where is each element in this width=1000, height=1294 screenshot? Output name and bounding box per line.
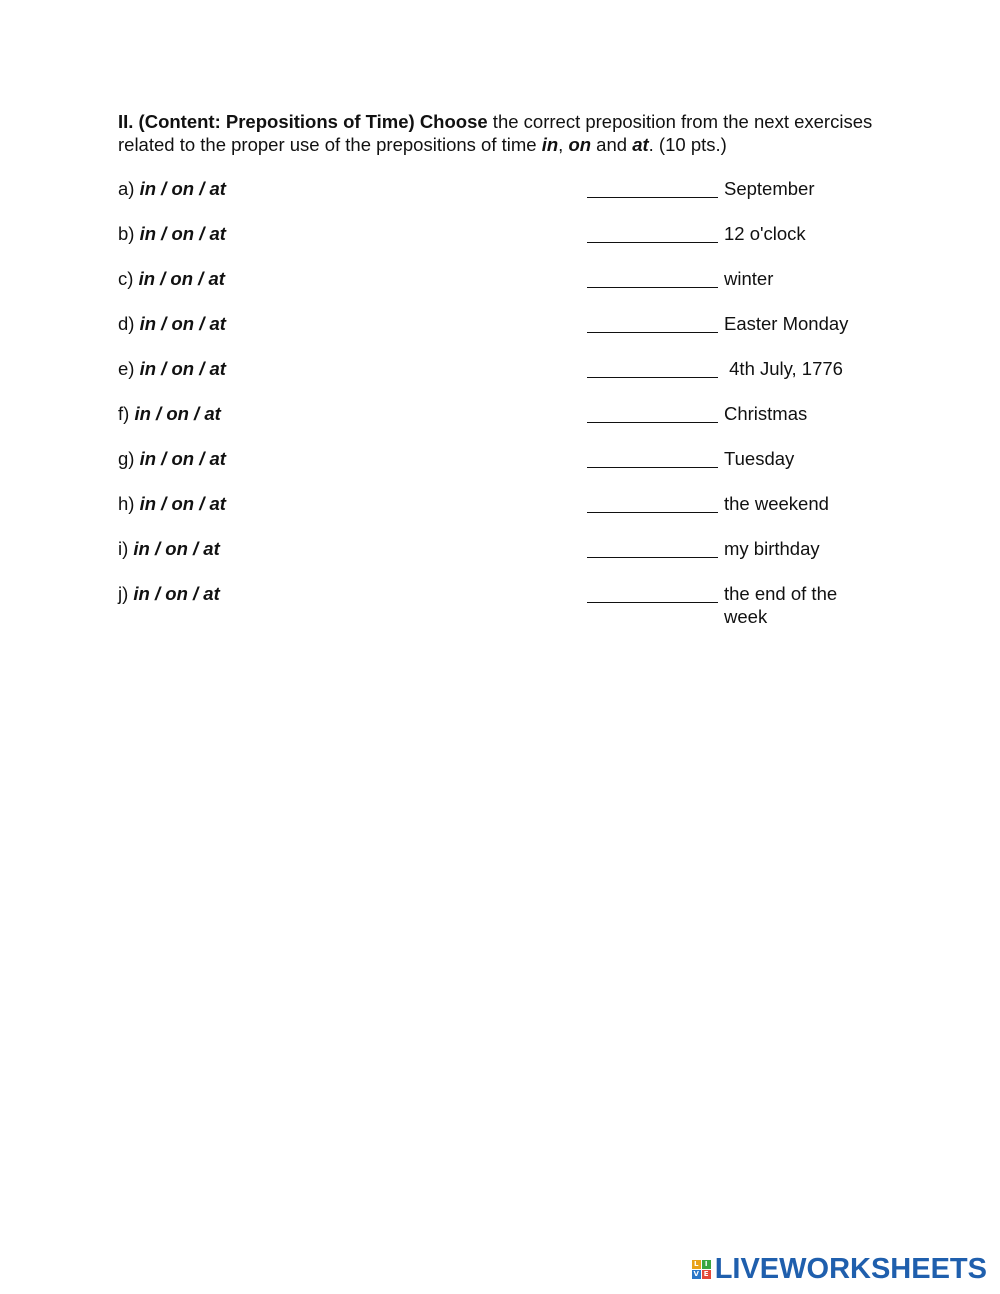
answer-blank[interactable] bbox=[587, 583, 718, 603]
item-options: in / on / at bbox=[139, 493, 226, 514]
answer-blank[interactable] bbox=[587, 403, 718, 423]
item-options: in / on / at bbox=[139, 448, 226, 469]
logo-mark-cell: I bbox=[702, 1260, 711, 1269]
item-answer bbox=[587, 493, 864, 516]
answer-input[interactable] bbox=[587, 542, 718, 560]
exercise-item-a bbox=[118, 178, 878, 223]
answer-input[interactable] bbox=[587, 407, 718, 425]
item-label bbox=[118, 583, 220, 606]
instructions bbox=[118, 111, 898, 156]
instructions-title: II. (Content: Prepositions of Time) Choose bbox=[118, 111, 488, 132]
answer-input[interactable] bbox=[587, 587, 718, 605]
item-label bbox=[118, 538, 220, 561]
item-label bbox=[118, 223, 226, 246]
item-text: my birthday bbox=[724, 538, 820, 559]
item-label bbox=[118, 268, 225, 291]
answer-blank[interactable] bbox=[587, 493, 718, 513]
answer-blank[interactable] bbox=[587, 448, 718, 468]
item-answer bbox=[587, 178, 864, 201]
exercise-item-i bbox=[118, 538, 878, 583]
item-text: winter bbox=[724, 268, 774, 289]
item-answer bbox=[587, 583, 849, 628]
item-letter: h) bbox=[118, 493, 135, 514]
logo-mark-cell: V bbox=[693, 1269, 699, 1278]
item-answer bbox=[587, 268, 864, 291]
instructions-body: the correct preposition from the next exercises related to the proper use of the prepositions of time bbox=[118, 111, 873, 155]
exercise-item-e bbox=[118, 358, 878, 403]
item-letter: j) bbox=[118, 583, 129, 604]
logo-mark-cell: E bbox=[702, 1270, 711, 1279]
item-answer bbox=[587, 358, 864, 381]
exercise-item-d bbox=[118, 313, 878, 358]
and-word: and bbox=[591, 133, 633, 155]
answer-input[interactable] bbox=[587, 452, 718, 470]
item-options: in / on / at bbox=[139, 313, 226, 334]
logo-mark-icon bbox=[692, 1260, 711, 1279]
exercise-item-f bbox=[118, 403, 878, 448]
exercise-item-h bbox=[118, 493, 878, 538]
item-options: in / on / at bbox=[134, 403, 221, 424]
item-answer bbox=[587, 403, 864, 426]
item-options: in / on / at bbox=[139, 358, 226, 379]
liveworksheets-logo bbox=[692, 1252, 987, 1285]
item-letter: c) bbox=[118, 268, 134, 289]
answer-input[interactable] bbox=[587, 362, 718, 380]
prep-in: in bbox=[541, 133, 559, 155]
item-text: 12 o'clock bbox=[724, 223, 806, 244]
item-label bbox=[118, 403, 221, 426]
item-text: 4th July, 1776 bbox=[724, 358, 843, 379]
item-text: the end of the week bbox=[724, 583, 838, 627]
answer-input[interactable] bbox=[587, 497, 718, 515]
item-options: in / on / at bbox=[139, 178, 226, 199]
item-letter: f) bbox=[118, 403, 130, 424]
exercise-item-j bbox=[118, 583, 878, 628]
logo-text: LIVEWORKSHEETS bbox=[714, 1252, 987, 1285]
item-answer bbox=[587, 538, 864, 561]
prep-at: at bbox=[632, 133, 649, 155]
answer-blank[interactable] bbox=[587, 313, 718, 333]
item-options: in / on / at bbox=[138, 268, 225, 289]
item-answer bbox=[587, 448, 864, 471]
points: . (10 pts.) bbox=[648, 133, 727, 155]
item-label bbox=[118, 358, 226, 381]
item-answer bbox=[587, 223, 864, 246]
prep-on: on bbox=[568, 133, 592, 155]
item-text: Christmas bbox=[724, 403, 808, 424]
answer-blank[interactable] bbox=[587, 178, 718, 198]
item-options: in / on / at bbox=[133, 538, 220, 559]
item-letter: e) bbox=[118, 358, 135, 379]
answer-input[interactable] bbox=[587, 317, 718, 335]
exercise-item-c bbox=[118, 268, 878, 313]
item-letter: d) bbox=[118, 313, 135, 334]
item-text: Easter Monday bbox=[724, 313, 849, 334]
item-text: the weekend bbox=[724, 493, 829, 514]
item-label bbox=[118, 313, 226, 336]
exercise-item-g bbox=[118, 448, 878, 493]
comma: , bbox=[558, 133, 569, 155]
answer-input[interactable] bbox=[587, 227, 718, 245]
item-label bbox=[118, 448, 226, 471]
answer-blank[interactable] bbox=[587, 538, 718, 558]
item-answer bbox=[587, 313, 864, 336]
item-options: in / on / at bbox=[139, 223, 226, 244]
exercise-list bbox=[118, 178, 878, 628]
item-letter: a) bbox=[118, 178, 135, 199]
item-letter: b) bbox=[118, 223, 135, 244]
answer-input[interactable] bbox=[587, 182, 718, 200]
item-label bbox=[118, 178, 226, 201]
item-letter: g) bbox=[118, 448, 135, 469]
answer-blank[interactable] bbox=[587, 268, 718, 288]
answer-blank[interactable] bbox=[587, 358, 718, 378]
answer-input[interactable] bbox=[587, 272, 718, 290]
item-letter: i) bbox=[118, 538, 129, 559]
item-text: Tuesday bbox=[724, 448, 795, 469]
exercise-item-b bbox=[118, 223, 878, 268]
item-label bbox=[118, 493, 226, 516]
item-options: in / on / at bbox=[133, 583, 220, 604]
logo-mark-cell: L bbox=[692, 1260, 701, 1269]
item-text: September bbox=[724, 178, 815, 199]
answer-blank[interactable] bbox=[587, 223, 718, 243]
